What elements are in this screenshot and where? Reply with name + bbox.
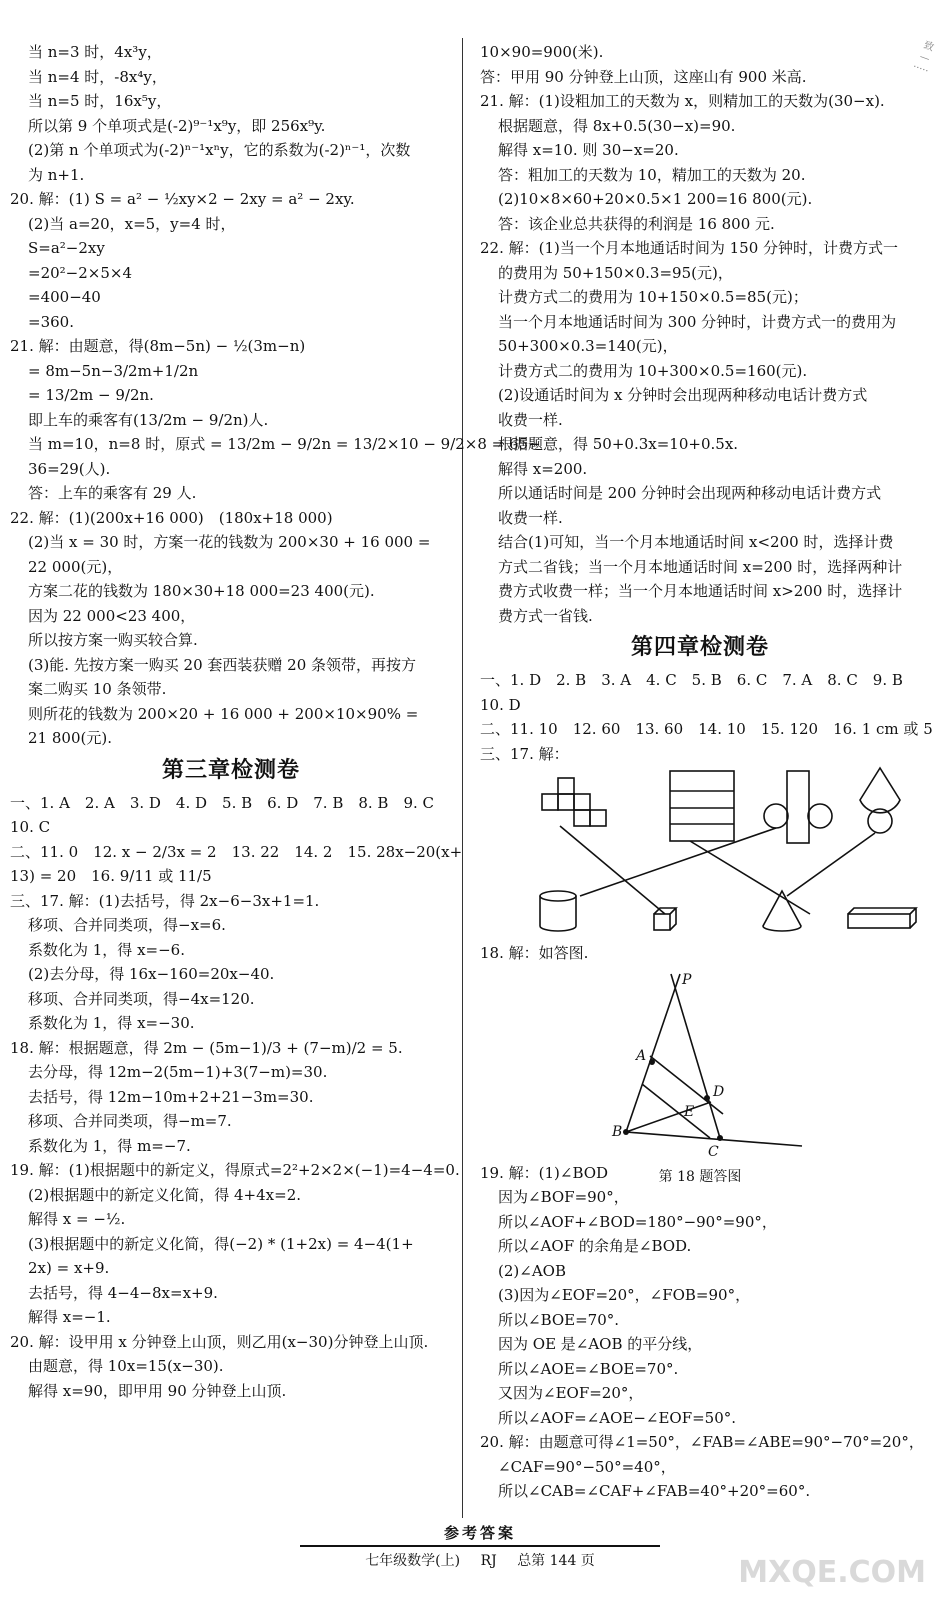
text-line: 10. C: [10, 818, 51, 836]
footer-grade: 七年级数学(上): [365, 1553, 461, 1569]
text-line: 系数化为 1，得 x=−30.: [28, 1014, 195, 1032]
text-line: 因为∠BOF=90°，: [498, 1188, 629, 1206]
text-line: (2)当 a=20，x=5，y=4 时，: [28, 214, 236, 233]
text-line: 21. 解：由题意，得(8m−5n) − ½(3m−n): [10, 337, 306, 355]
text-line: 答：粗加工的天数为 10，精加工的天数为 20.: [498, 165, 806, 184]
text-line: =360.: [28, 312, 74, 331]
footer-info: [300, 1550, 660, 1570]
page-footer: [300, 1522, 660, 1570]
text-line: 答：该企业总共获得的利润是 16 800 元.: [498, 214, 775, 233]
text-line: (2)当 x = 30 时，方案一花的钱数为 200×30 + 16 000 =: [28, 533, 431, 551]
text-line: 50+300×0.3=140(元)，: [498, 337, 678, 355]
footer-title: 参考答案: [443, 1524, 516, 1542]
text-line: 所以通话时间是 200 分钟时会出现两种移动电话计费方式: [498, 484, 882, 502]
text-line: 三、17. 解：(1)去括号，得 2x−6−3x+1=1.: [10, 891, 320, 910]
figure-17: [480, 766, 920, 941]
section-heading: 第三章检测卷: [161, 757, 300, 783]
text-line: 即上车的乘客有(13/2m − 9/2n)人.: [28, 410, 269, 429]
text-line: 由题意，得 10x=15(x−30).: [28, 1357, 224, 1375]
text-line: 13) = 20 16. 9/11 或 11/5: [10, 867, 212, 885]
text-line: 所以∠AOE=∠BOE=70°.: [498, 1359, 679, 1378]
text-line: 36=29(人).: [28, 459, 111, 478]
text-line: 根据题意，得 8x+0.5(30−x)=90.: [498, 116, 736, 135]
footer-rule: [300, 1545, 660, 1547]
text-line: 20. 解：由题意可得∠1=50°，∠FAB=∠ABE=90°−70°=20°，: [480, 1433, 924, 1451]
text-line: 移项、合并同类项，得−x=6.: [28, 916, 226, 934]
text-line: (2)∠AOB: [498, 1261, 566, 1280]
text-line: 去分母，得 12m−2(5m−1)+3(7−m)=30.: [28, 1063, 328, 1081]
text-line: 10. D: [480, 695, 521, 714]
text-line: S=a²−2xy: [28, 239, 105, 257]
text-line: 当 n=5 时，16x⁵y，: [28, 92, 172, 110]
text-line: 案二购买 10 条领带.: [28, 680, 167, 698]
text-line: 二、11. 0 12. x − 2/3x = 2 13. 22 14. 2 15. 28x−20(x+: [10, 842, 463, 861]
text-line: 去括号，得 12m−10m+2+21−3m=30.: [28, 1087, 314, 1106]
figure-18-drawing: [480, 966, 920, 1161]
text-line: (2)10×8×60+20×0.5×1 200=16 800(元).: [498, 190, 813, 208]
fig18-label-C: C: [708, 1143, 719, 1160]
text-line: 所以∠AOF 的余角是∠BOD.: [498, 1237, 692, 1255]
text-line: 所以∠AOF=∠AOE−∠EOF=50°.: [498, 1408, 737, 1427]
right-block-b: [480, 941, 920, 966]
text-line: 22. 解：(1)(200x+16 000) (180x+18 000): [10, 508, 333, 527]
text-line: 移项、合并同类项，得−4x=120.: [28, 989, 255, 1008]
text-line: 答：上车的乘客有 29 人.: [28, 484, 197, 502]
text-line: 根据题意，得 50+0.3x=10+0.5x.: [498, 435, 739, 453]
right-block-a: [480, 40, 933, 766]
text-line: 当 m=10，n=8 时，原式 = 13/2m − 9/2n = 13/2×10 − 9/2×8 = 65−: [28, 435, 541, 453]
text-line: 当 n=3 时，4x³y，: [28, 43, 162, 61]
text-line: 21 800(元).: [28, 729, 112, 747]
text-line: = 13/2m − 9/2n.: [28, 386, 154, 404]
text-line: 解得 x=−1.: [28, 1308, 111, 1326]
text-line: (3)根据题中的新定义化简，得(−2) * (1+2x) = 4−4(1+: [28, 1234, 414, 1253]
text-line: 解得 x=90，即甲用 90 分钟登上山顶.: [28, 1381, 287, 1400]
text-line: 当 n=4 时，-8x⁴y，: [28, 67, 167, 86]
text-line: 19. 解：(1)∠BOD: [480, 1163, 609, 1182]
fig18-label-P: P: [682, 971, 692, 988]
text-line: 二、11. 10 12. 60 13. 60 14. 10 15. 120 16. 1 cm 或 5: [480, 720, 933, 738]
text-line: 计费方式二的费用为 10+300×0.5=160(元).: [498, 361, 808, 380]
fig18-label-B: B: [612, 1123, 623, 1140]
text-line: 所以∠BOE=70°.: [498, 1310, 620, 1329]
text-line: 所以∠AOF+∠BOD=180°−90°=90°，: [498, 1212, 777, 1231]
text-line: 一、1. A 2. A 3. D 4. D 5. B 6. D 7. B 8. B 9. C: [10, 793, 435, 812]
text-line: 收费一样.: [498, 410, 563, 429]
text-line: (2)设通话时间为 x 分钟时会出现两种移动电话计费方式: [498, 386, 868, 404]
text-line: 因为 22 000<23 400，: [28, 606, 196, 625]
text-line: 一、1. D 2. B 3. A 4. C 5. B 6. C 7. A 8. C 9. B: [480, 671, 903, 689]
text-line: 解得 x=200.: [498, 459, 588, 478]
text-line: 18. 解：根据题意，得 2m − (5m−1)/3 + (7−m)/2 = 5.: [10, 1038, 403, 1057]
text-line: 为 n+1.: [28, 165, 85, 184]
column-divider: [462, 38, 463, 1518]
watermark: MXQE.COM: [738, 1555, 926, 1590]
text-line: 解得 x = −½.: [28, 1210, 126, 1228]
text-line: 系数化为 1，得 m=−7.: [28, 1136, 191, 1155]
fig18-label-E: E: [684, 1103, 695, 1120]
text-line: (3)因为∠EOF=20°，∠FOB=90°，: [498, 1286, 751, 1304]
text-line: 解得 x=10. 则 30−x=20.: [498, 141, 679, 159]
text-line: 18. 解：如答图.: [480, 944, 589, 962]
text-line: 10×90=900(米).: [480, 43, 604, 61]
text-line: 所以按方案一购买较合算.: [28, 631, 198, 649]
text-line: ∠CAF=90°−50°=40°，: [498, 1457, 676, 1476]
text-line: 当一个月本地通话时间为 300 分钟时，计费方式一的费用为: [498, 312, 897, 331]
text-line: 去括号，得 4−4−8x=x+9.: [28, 1283, 218, 1302]
figure-18-caption: 第 18 题答图: [658, 1168, 742, 1185]
corner-stamp: 致 — ·····: [911, 39, 936, 78]
text-line: 的费用为 50+150×0.3=95(元)，: [498, 263, 733, 282]
text-line: (3)能. 先按方案一购买 20 套西装获赠 20 条领带，再按方: [28, 655, 417, 674]
text-line: (2)去分母，得 16x−160=20x−40.: [28, 965, 275, 983]
text-line: 三、17. 解：: [480, 744, 569, 763]
right-column: [480, 40, 933, 1504]
text-line: 系数化为 1，得 x=−6.: [28, 940, 185, 959]
text-line: 移项、合并同类项，得−m=7.: [28, 1112, 232, 1130]
text-line: 收费一样.: [498, 508, 563, 527]
text-line: 费方式收费一样；当一个月本地通话时间 x>200 时，选择计: [498, 582, 903, 600]
text-line: 21. 解：(1)设粗加工的天数为 x，则精加工的天数为(30−x).: [480, 92, 885, 110]
text-line: 答：甲用 90 分钟登上山顶，这座山有 900 米高.: [480, 67, 807, 86]
text-line: 又因为∠EOF=20°，: [498, 1384, 644, 1402]
fig18-label-D: D: [713, 1083, 725, 1100]
text-line: 方案二花的钱数为 180×30+18 000=23 400(元).: [28, 582, 375, 600]
footer-edition: RJ: [480, 1553, 497, 1569]
footer-page: 总第 144 页: [517, 1553, 595, 1569]
text-line: 2x) = x+9.: [28, 1259, 110, 1277]
text-line: 20. 解：设甲用 x 分钟登上山顶，则乙用(x−30)分钟登上山顶.: [10, 1332, 429, 1351]
text-line: 费方式一省钱.: [498, 606, 593, 625]
text-line: 计费方式二的费用为 10+150×0.5=85(元)；: [498, 288, 808, 306]
text-line: =400−40: [28, 288, 101, 306]
text-line: = 8m−5n−3/2m+1/2n: [28, 361, 199, 380]
fig18-label-A: A: [636, 1047, 647, 1064]
text-line: 20. 解：(1) S = a² − ½xy×2 − 2xy = a² − 2xy.: [10, 190, 355, 208]
text-line: 所以第 9 个单项式是(-2)⁹⁻¹x⁹y，即 256x⁹y.: [28, 116, 326, 135]
text-line: 方式二省钱；当一个月本地通话时间 x=200 时，选择两种计: [498, 557, 903, 576]
text-line: 则所花的钱数为 200×20 + 16 000 + 200×10×90% =: [28, 704, 419, 723]
text-line: 19. 解：(1)根据题中的新定义，得原式=2²+2×2×(−1)=4−4=0.: [10, 1161, 460, 1179]
section-heading: 第四章检测卷: [630, 635, 769, 660]
figure-17-drawing: [480, 766, 920, 941]
text-line: 22. 解：(1)当一个月本地通话时间为 150 分钟时，计费方式一: [480, 239, 899, 257]
right-block-c: [480, 1161, 924, 1504]
text-line: (2)第 n 个单项式为(-2)ⁿ⁻¹xⁿy，它的系数为(-2)ⁿ⁻¹，次数: [28, 141, 411, 159]
text-line: 结合(1)可知，当一个月本地通话时间 x<200 时，选择计费: [498, 533, 894, 551]
text-line: 因为 OE 是∠AOB 的平分线，: [498, 1335, 703, 1353]
text-line: =20²−2×5×4: [28, 263, 133, 282]
text-line: (2)根据题中的新定义化简，得 4+4x=2.: [28, 1185, 302, 1204]
text-line: 所以∠CAB=∠CAF+∠FAB=40°+20°=60°.: [498, 1482, 811, 1500]
text-line: 22 000(元)，: [28, 557, 123, 576]
